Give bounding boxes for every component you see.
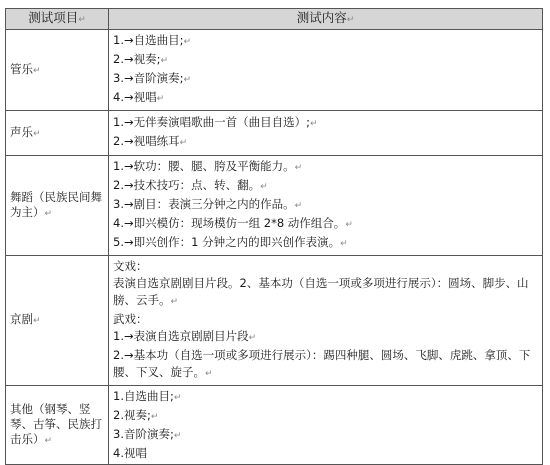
category-cell: 舞蹈（民族民间舞为主）↵ bbox=[6, 156, 109, 256]
table-row-other-instruments bbox=[6, 386, 543, 465]
table-row-vocal bbox=[6, 111, 543, 156]
content-line: 2.→技术技巧：点、转、翻。↵ bbox=[113, 178, 268, 192]
table-header-row bbox=[6, 9, 543, 30]
content-cell bbox=[109, 30, 543, 111]
content-cell bbox=[109, 156, 543, 256]
content-line: 1.→无伴奏演唱歌曲一首（曲目自选）;↵ bbox=[113, 115, 318, 129]
category-label: 声乐 bbox=[10, 124, 33, 139]
header-test-item: 测试项目↵ bbox=[6, 9, 109, 30]
category-cell: 管乐↵ bbox=[6, 30, 109, 111]
header-test-content-label: 测试内容 bbox=[296, 10, 347, 25]
content-line: 4.→视唱↵ bbox=[113, 90, 165, 104]
content-cell bbox=[109, 111, 543, 156]
category-label: 舞蹈（民族民间舞为主） bbox=[10, 189, 102, 219]
header-test-content: 测试内容↵ bbox=[109, 9, 543, 30]
category-cell: 其他（钢琴、竖琴、古筝、民族打击乐）↵ bbox=[6, 386, 109, 465]
category-label: 其他（钢琴、竖琴、古筝、民族打击乐） bbox=[10, 401, 102, 446]
category-cell: 京剧↵ bbox=[6, 256, 109, 386]
content-line: 2.视奏;↵ bbox=[113, 408, 159, 422]
content-line: 1.自选曲目;↵ bbox=[113, 389, 182, 403]
content-line: 3.→音阶演奏;↵ bbox=[113, 71, 192, 85]
content-line: 武戏： bbox=[113, 312, 148, 326]
category-label: 管乐 bbox=[10, 61, 33, 76]
content-line: 1.→自选曲目;↵ bbox=[113, 33, 192, 47]
category-cell: 声乐↵ bbox=[6, 111, 109, 156]
content-line: 4.→即兴模仿：现场模仿一组 2*8 动作组合。↵ bbox=[113, 216, 353, 230]
content-line: 3.音阶演奏;↵ bbox=[113, 427, 182, 441]
category-label: 京剧 bbox=[10, 312, 33, 326]
content-line: 1.→表演自选京剧剧目片段↵ bbox=[113, 329, 257, 343]
table-row-dance bbox=[6, 156, 543, 256]
content-line: 2.→视唱练耳↵ bbox=[113, 134, 188, 148]
header-test-item-label: 测试项目 bbox=[28, 10, 79, 25]
test-content-table bbox=[5, 8, 543, 465]
content-line: 文戏： bbox=[113, 259, 148, 273]
content-cell bbox=[109, 256, 543, 386]
content-line: 4.视唱 bbox=[113, 446, 147, 460]
content-line: 5.→即兴创作：1 分钟之内的即兴创作表演。↵ bbox=[113, 235, 348, 249]
content-cell bbox=[109, 386, 543, 465]
content-line: 表演自选京剧剧目片段。2、基本功（自选一项或多项进行展示）：圆场、脚步、山膀、云手。↵ bbox=[113, 276, 529, 307]
content-line: 1.→软功：腰、腿、胯及平衡能力。↵ bbox=[113, 159, 303, 173]
content-line: 3.→剧目：表演三分钟之内的作品。↵ bbox=[113, 197, 303, 211]
content-line: 2.→视奏;↵ bbox=[113, 52, 169, 66]
table-row-wind-instruments bbox=[6, 30, 543, 111]
table-row-peking-opera bbox=[6, 256, 543, 386]
content-line: 2.→基本功（自选一项或多项进行展示）：踢四种腿、圆场、飞脚、虎跳、拿顶、下腰、下叉、旋子。↵ bbox=[113, 348, 531, 379]
